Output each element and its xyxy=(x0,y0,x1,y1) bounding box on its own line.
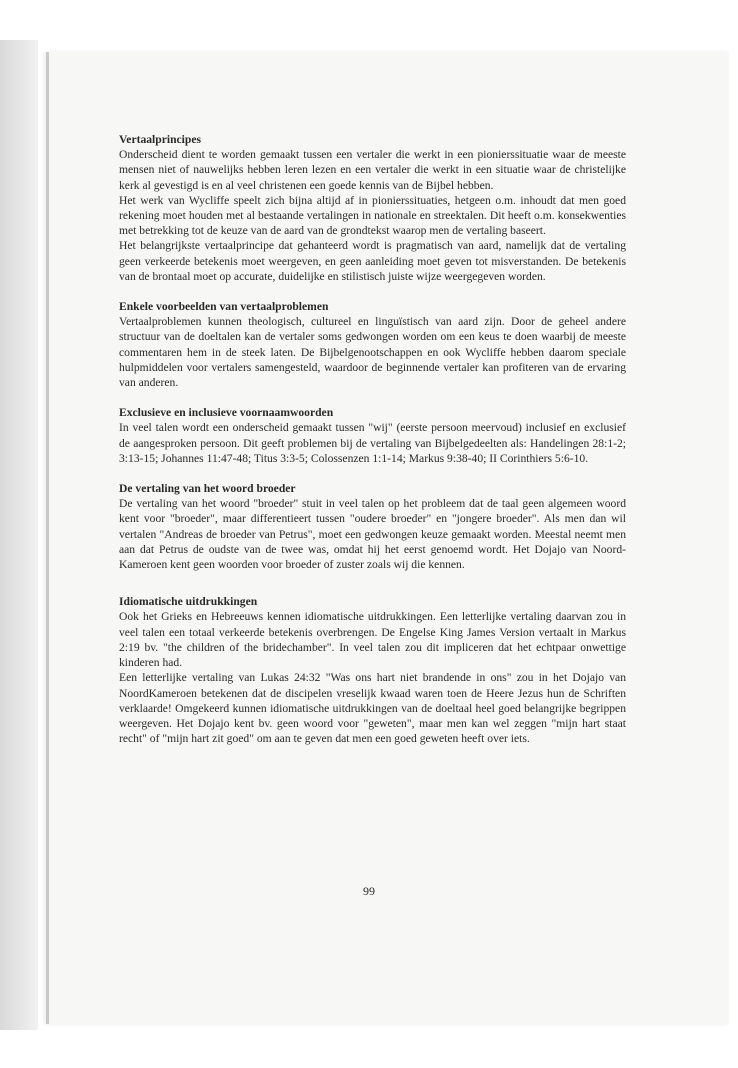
paragraph: In veel talen wordt een onderscheid gemaakt tussen "wij" (eerste persoon meervoud) inclusief en exclusief de aangesproken persoon. Dit geeft problemen bij de vertaling van Bijbelgedeelten als: Handelingen 28:1-2; 3:13-15; Johannes 11:47-48; Titus 3:3-5; Colossenzen 1:1-14; Markus 9:38-40; II Corinthiers 5:6-10. xyxy=(119,421,626,465)
paragraph: Het werk van Wycliffe speelt zich bijna altijd af in pionierssituaties, hetgeen o.m. inhoudt dat men goed rekening moet houden met al bestaande vertalingen in nationale en streektalen. Dit heeft o.m. konsekwenties met betrekking tot de keuze van de aard van de grondtekst waarop men de vertaling baseert. xyxy=(119,193,626,238)
paragraph: Ook het Grieks en Hebreeuws kennen idiomatische uitdrukkingen. Een letterlijke vertaling daarvan zou in veel talen een totaal verkeerde betekenis overbrengen. De Engelse King James Version vertaalt in Markus 2:19 bv. "the children of the bridechamber". In veel talen zou dit impliceren dat het echtpaar onwettige kinderen had. xyxy=(119,610,626,670)
section-idiomatische-uitdrukkingen xyxy=(119,594,626,746)
paragraph: Het belangrijkste vertaalprincipe dat gehanteerd wordt is pragmatisch van aard, namelijk dat de vertaling geen verkeerde betekenis moet weergeven, en geen aanleiding moet geven tot misverstanden. De betekenis van de brontaal moet op accurate, duidelijke en stilistisch juiste wijze weergegeven worden. xyxy=(119,239,626,283)
section-heading: Exclusieve en inclusieve voornaamwoorden xyxy=(119,406,334,420)
book-binding-edge xyxy=(0,40,38,1030)
section-heading: Enkele voorbeelden van vertaalproblemen xyxy=(119,300,329,314)
paragraph: De vertaling van het woord "broeder" stuit in veel talen op het probleem dat de taal geen algemeen woord kent voor "broeder", maar differentieert tussen "oudere broeder" en "jongere broeder". Als men dan wil vertalen "Andreas de broeder van Petrus", moet een gedwongen keuze gemaakt worden. Meestal neemt men aan dat Petrus de oudste van de twee was, omdat hij het eerst genoemd wordt. Het Dojajo van Noord-Kameroen kent geen woorden voor broeder of zuster zoals wij die kennen. xyxy=(119,497,626,572)
paragraph: Onderscheid dient te worden gemaakt tussen een vertaler die werkt in een pionierssituatie waar de meeste mensen niet of nauwelijks hebben leren lezen en een vertaler die werkt in een situatie waar de christelijke kerk al gevestigd is en al veel christenen een goede kennis van de Bijbel hebben. xyxy=(119,148,626,192)
section-vertaalproblemen xyxy=(119,299,626,390)
section-voornaamwoorden xyxy=(119,405,626,466)
paragraph: Een letterlijke vertaling van Lukas 24:32 "Was ons hart niet brandende in ons" zou in het Dojajo van NoordKameroen betekenen dat de discipelen vreselijk kwaad waren toen de Heere Jezus hun de Schriften verklaarde! Omgekeerd kunnen idiomatische uitdrukkingen van de doeltaal heel goed belangrijke begrippen weergeven. Het Dojajo kent bv. geen woord voor "geweten", maar men kan wel zeggen "mijn hart staat recht" of "mijn hart zit goed" om aan te geven dat men een goed geweten heeft over iets. xyxy=(119,671,626,746)
paragraph: Vertaalproblemen kunnen theologisch, cultureel en linguïstisch van aard zijn. Door de geheel andere structuur van de doeltalen kan de vertaler soms gedwongen worden om een keus te doen waarbij de meeste commentaren hem in de steek laten. De Bijbelgenootschappen en ook Wycliffe hebben daarom speciale hulpmiddelen voor vertalers samengesteld, waardoor de beginnende vertaler kan profiteren van de ervaring van anderen. xyxy=(119,315,626,390)
section-heading: Vertaalprincipes xyxy=(119,133,202,146)
page-number: 99 xyxy=(363,884,375,898)
section-broeder xyxy=(119,481,626,572)
section-heading: Idiomatische uitdrukkingen xyxy=(119,595,258,609)
section-heading: De vertaling van het woord broeder xyxy=(119,482,296,496)
page-content xyxy=(119,132,626,746)
section-vertaalprincipes xyxy=(119,132,626,284)
